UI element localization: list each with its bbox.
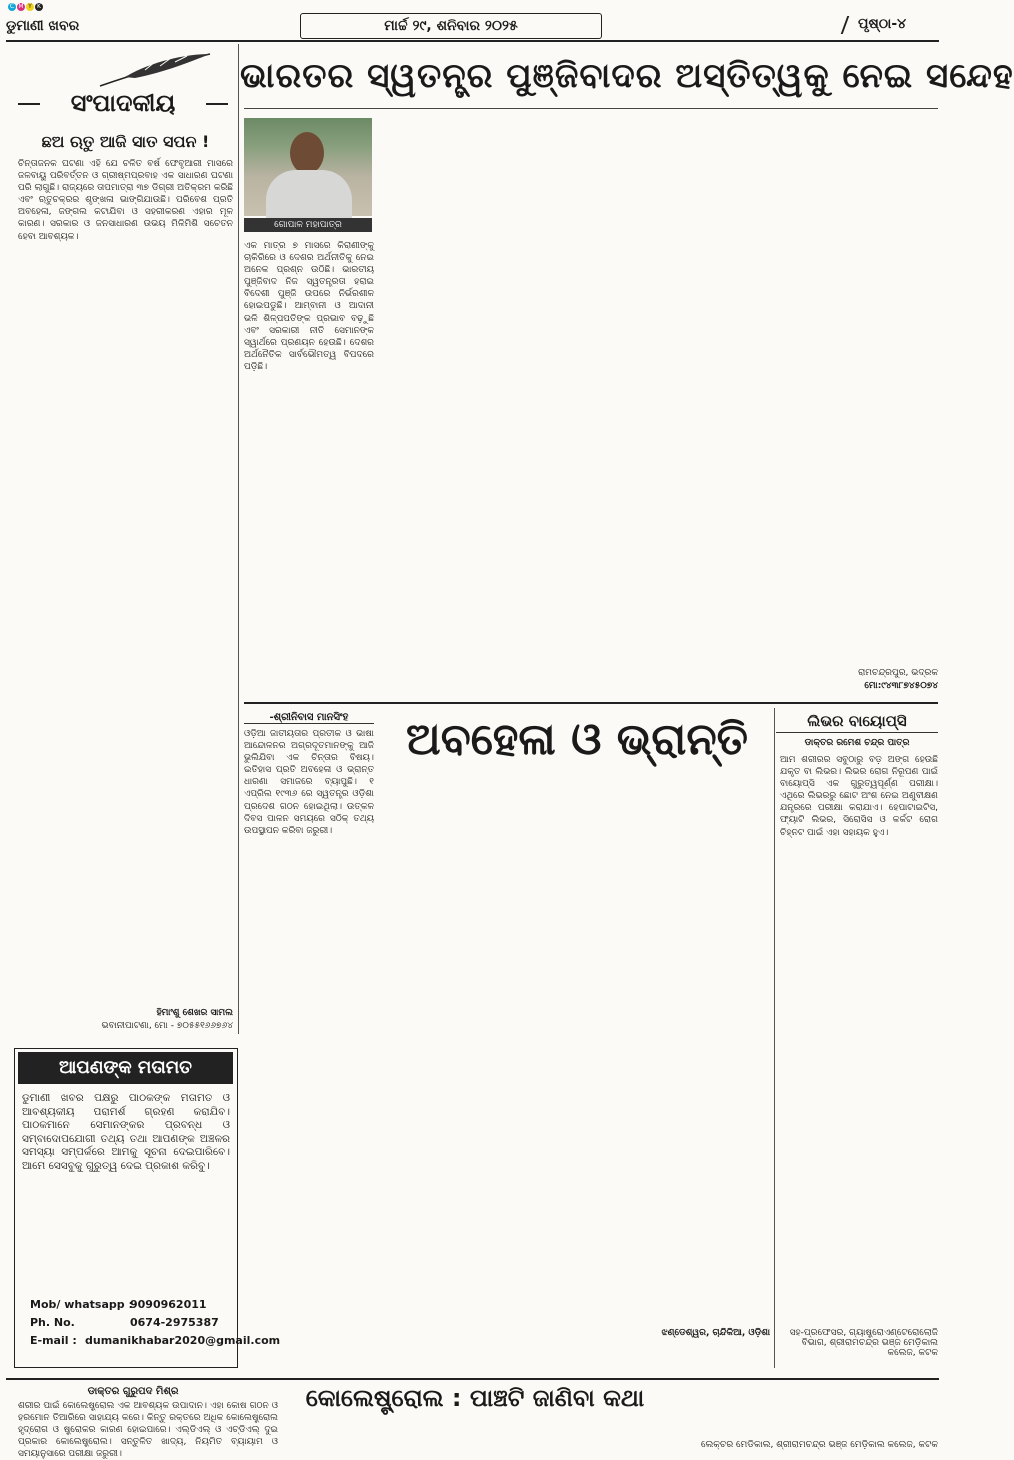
article1-headline-rule — [244, 108, 938, 109]
article3-headline: କୋଲେଷ୍ଟ୍ରୋଲ : ପାଞ୍ଚଟି ଜାଣିବା କଥା — [305, 1384, 645, 1412]
page-number: ପୃଷ୍ଠା-୪ — [858, 16, 907, 32]
issue-date: ମାର୍ଚ୍ଚ ୨୯, ଶନିବାର ୨୦୨୫ — [300, 13, 602, 39]
article1-body-col2 — [380, 118, 508, 695]
article3-signoff: ଲେକ୍ଚର ମେଡିକାଲ, ଶ୍ରୀରାମଚନ୍ଦ୍ର ଭଞ୍ଜ ମେଡ଼ିକାଲ କଲେଜ, କଟକ — [700, 1440, 938, 1450]
article1-phone: ମୋ:୯୪୩୮୭୪୫୦୭୪ — [864, 681, 938, 691]
liver-author: ଡାକ୍ତର ରମେଶ ଚନ୍ଦ୍ର ପାତ୍ର — [804, 738, 910, 748]
article1-body-col3 — [514, 118, 644, 695]
phone-number[interactable]: 0674-2975387 — [130, 1316, 219, 1329]
cmyk-k: K — [35, 3, 43, 11]
section-divider — [244, 702, 938, 704]
opinion-title: ଆପଣଙ୍କ ମତାମତ — [18, 1052, 233, 1084]
article2-body-col3 — [514, 775, 639, 1320]
photo-caption: ଗୋପାଳ ମହାପାତ୍ର — [244, 218, 372, 232]
liver-divider — [774, 708, 775, 1368]
article2-headline: ଅବହେଳା ଓ ଭ୍ରାନ୍ତି — [405, 714, 749, 765]
article3-body-col3 — [662, 1384, 938, 1438]
article2-byline: -ଶ୍ରୀନିବାସ ମାନସିଂହ — [244, 712, 374, 724]
editorial-banner: ସଂପାଦକୀୟ — [18, 90, 228, 116]
liver-body: ଆମ ଶରୀରର ସବୁଠାରୁ ବଡ଼ ଅଙ୍ଗ ହେଉଛି ଯକୃତ ବା ଲିଭର। ଲିଭର ରୋଗ ନିରୂପଣ ପାଇଁ ବାୟୋପ୍ସି ଏକ ଗୁରୁତ୍ୱପୂର୍ଣ୍ଣ ପରୀକ୍ଷା। ଏଥିରେ ଲିଭରରୁ ଛୋଟ ଅଂଶ ନେଇ ଅଣୁବୀକ୍ଷଣ ଯନ୍ତ୍ରରେ ପରୀକ୍ଷା କରାଯାଏ। ହେପାଟାଇଟିସ, ଫ୍ୟାଟି ଲିଭର, ସିରୋସିସ ଓ କର୍କଟ ରୋଗ ଚିହ୍ନଟ ପାଇଁ ଏହା ସହାୟକ ହୁଏ। — [780, 755, 938, 838]
article2-body-col4 — [645, 775, 770, 1320]
editorial-author: ହିମାଂଶୁ ଶେଖର ସାମଲ — [156, 1008, 233, 1018]
cmyk-m: M — [18, 3, 24, 10]
paper-name: ଡୁମାଣୀ ଖବର — [6, 18, 80, 34]
article2-address: ଝଣ୍ଡେଶ୍ୱର, ଚାନ୍ଦିକିଆ, ଓଡ଼ିଶା — [661, 1328, 770, 1338]
liver-signoff: ସହ-ପ୍ରଫେସର, ଗ୍ୟାଷ୍ଟ୍ରୋଏଣ୍ଟେରୋଲୋଜି ବିଭାଗ, ଶ୍ରୀରାମଚନ୍ଦ୍ର ଭଞ୍ଜ ମେଡ଼ିକାଲ କଲେଜ, କଟକ — [789, 1328, 938, 1358]
phone-label: Ph. No. — [30, 1316, 75, 1329]
bottom-section-rule — [6, 1378, 939, 1380]
mobile-label: Mob/ whatsapp : — [30, 1298, 133, 1311]
article3-body: ଶରୀର ପାଇଁ କୋଲେଷ୍ଟ୍ରୋଲ ଏକ ଆବଶ୍ୟକ ଉପାଦାନ। ଏହା କୋଷ ଗଠନ ଓ ହରମୋନ ତିଆରିରେ ସାହାଯ୍ୟ କରେ। କିନ୍ତୁ ରକ୍ତରେ ଅଧିକ କୋଲେଷ୍ଟ୍ରୋଲ ହୃଦ୍‌ରୋଗ ଓ ଷ୍ଟ୍ରୋକର କାରଣ ହୋଇପାରେ। ଏଲ୍‌ଡିଏଲ୍ ଓ ଏଚ୍‌ଡିଏଲ୍ ଦୁଇ ପ୍ରକାର କୋଲେଷ୍ଟ୍ରୋଲ। ସନ୍ତୁଳିତ ଖାଦ୍ୟ, ନିୟମିତ ବ୍ୟାୟାମ ଓ ସମୟାନୁସାରେ ପରୀକ୍ଷା ଜରୁରୀ। — [18, 1401, 278, 1460]
mobile-number[interactable]: 9090962011 — [130, 1298, 207, 1311]
cmyk-y: Y — [26, 3, 34, 11]
email-address[interactable]: dumanikhabar2020@gmail.com — [85, 1334, 281, 1347]
article2-body: ଓଡ଼ିଆ ଜାତୀୟତାର ପ୍ରତୀକ ଓ ଭାଷା ଆନ୍ଦୋଳନର ଅଗ୍ରଦୂତମାନଙ୍କୁ ଆଜି ଭୁଲିଯିବା ଏକ ଚିନ୍ତାର ବିଷୟ। ଇତିହାସ ପ୍ରତି ଅବହେଳା ଓ ଭ୍ରାନ୍ତ ଧାରଣା ସମାଜରେ ବ୍ୟାପୁଛି। ୧ ଏପ୍ରିଲ ୧୯୩୬ ରେ ସ୍ୱତନ୍ତ୍ର ଓଡ଼ିଶା ପ୍ରଦେଶ ଗଠନ ହୋଇଥିଲା। ଉତ୍କଳ ଦିବସ ପାଳନ ସମୟରେ ସଠିକ୍ ତଥ୍ୟ ଉପସ୍ଥାପନ କରିବା ଜରୁରୀ। — [244, 729, 374, 836]
feather-quill-icon — [95, 52, 215, 88]
liver-headline: ଲିଭର ବାୟୋପ୍ସି — [776, 712, 938, 733]
article1-body-col4 — [650, 118, 785, 695]
editorial-headline: ଛଅ ଋତୁ ଆଜି ସାତ ସପନ ! — [41, 132, 210, 151]
article3-author: ଡାକ୍ତର ଗୁରୁପଦ ମିଶ୍ର — [87, 1386, 179, 1397]
article1-headline: ଭାରତର ସ୍ୱତନ୍ତ୍ର ପୁଞ୍ଜିବାଦର ଅସ୍ତିତ୍ୱକୁ ନେଇ ସନ୍ଦେହ — [240, 56, 1014, 96]
opinion-text: ଡୁମାଣୀ ଖବର ପକ୍ଷରୁ ପାଠକଙ୍କ ମତାମତ ଓ ଆବଶ୍ୟକୀୟ ପରାମର୍ଶ ଗ୍ରହଣ କରାଯିବ। ପାଠକମାନେ ସେମାନଙ୍କର ପ୍ରବନ୍ଧ ଓ ସମ୍ବାଦୋପଯୋଗୀ ତଥ୍ୟ ତଥା ଆପଣଙ୍କ ଅଞ୍ଚଳର ସମସ୍ୟା ସମ୍ପର୍କରେ ଆମକୁ ସୂଚନା ଦେଇପାରିବେ। ଆମେ ସେସବୁକୁ ଗୁରୁତ୍ୱ ଦେଇ ପ୍ରକାଶ କରିବୁ। — [22, 1092, 230, 1172]
article1-body-col5 — [790, 118, 938, 658]
author-photo — [244, 118, 372, 216]
article1-body: ଏକ ମାତ୍ର ୭ ମାସରେ କିରାଣୀଙ୍କୁ ଚାକିରିରେ ଓ ଦେଶର ଅର୍ଥନୀତିକୁ ନେଇ ଅନେକ ପ୍ରଶ୍ନ ଉଠିଛି। ଭାରତୀୟ ପୁଞ୍ଜିବାଦ ନିଜ ସ୍ୱତନ୍ତ୍ରତା ହରାଇ ବିଦେଶୀ ପୁଞ୍ଜି ଉପରେ ନିର୍ଭରଶୀଳ ହୋଇପଡୁଛି। ଆମ୍ବାନୀ ଓ ଆଦାନୀ ଭଳି ଶିଳ୍ପପତିଙ୍କ ପ୍ରଭାବ ବଢ଼ୁଛି ଏବଂ ସରକାରୀ ନୀତି ସେମାନଙ୍କ ସ୍ୱାର୍ଥରେ ପ୍ରଣୟନ ହେଉଛି। ଦେଶର ଅର୍ଥନୈତିକ ସାର୍ବଭୌମତ୍ୱ ବିପଦରେ ପଡ଼ିଛି। — [244, 241, 374, 372]
email-label: E-mail : — [30, 1334, 77, 1347]
editorial-address: ଭବାନୀପାଟଣା, ମୋ - ୭୦୫୫୧୬୬୭୬୪ — [101, 1021, 233, 1031]
cmyk-registration-marks — [8, 3, 43, 11]
article2-body-col2 — [380, 775, 508, 1365]
editorial-body: ଚିନ୍ତାଜନକ ଘଟଣା ଏହି ଯେ ଚଳିତ ବର୍ଷ ଫେବୃଆରୀ ମାସରେ ଜଳବାୟୁ ପରିବର୍ତ୍ତନ ଓ ଗ୍ରୀଷ୍ମପ୍ରବାହ ଏକ ସାଧାରଣ ଘଟଣା ପରି ଲାଗୁଛି। ରାଜ୍ୟରେ ତାପମାତ୍ରା ୩୭ ଡିଗ୍ରୀ ଅତିକ୍ରମ କରିଛି ଏବଂ ଋତୁଚକ୍ରର ଶୃଙ୍ଖଳା ଭାଙ୍ଗିଯାଉଛି। ପରିବେଶ ପ୍ରତି ଅବହେଳା, ଜଙ୍ଗଲ କଟାଯିବା ଓ ସହରୀକରଣ ଏହାର ମୂଳ କାରଣ। ସରକାର ଓ ଜନସାଧାରଣ ଉଭୟ ମିଳିମିଶି ସଚେତନ ହେବା ଆବଶ୍ୟକ। — [18, 159, 233, 242]
masthead-rule — [6, 40, 939, 42]
article1-address: ରାମଚନ୍ଦ୍ରପୁର, ଭଦ୍ରକ — [858, 668, 938, 678]
cmyk-c: C — [9, 3, 15, 10]
column-divider — [238, 44, 239, 1034]
